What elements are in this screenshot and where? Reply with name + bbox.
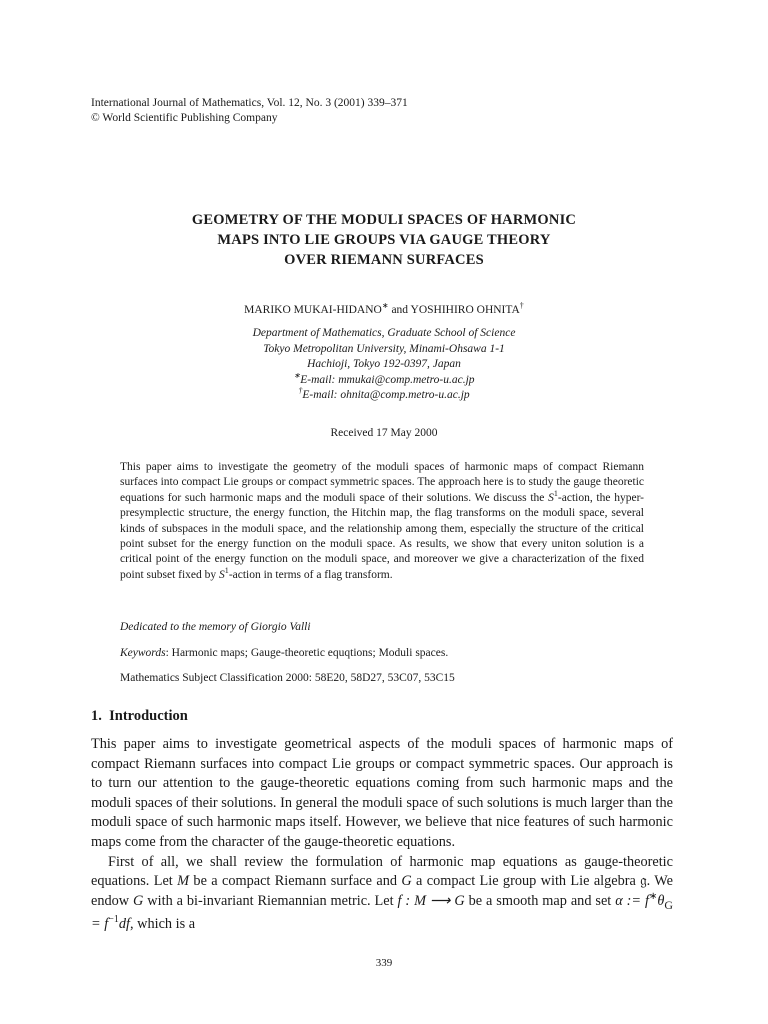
math-symbol: M [177,873,190,890]
email-line [0,370,768,389]
paragraph-text: First of all, we shall review the formulation of harmonic map equations as gauge-theoretic equations. Let [91,853,673,890]
author-name: YOSHIHIRO OHNITA [410,304,520,316]
affiliation-line: Tokyo Metropolitan University, Minami-Ohsawa 1-1 [263,342,505,355]
title-line: GEOMETRY OF THE MODULI SPACES OF HARMONIC [191,212,577,228]
dedication: Dedicated to the memory of Giorgio Valli [120,621,311,633]
affiliation-line: Hachioji, Tokyo 192-0397, Japan [307,358,461,370]
title-line: MAPS INTO LIE GROUPS VIA GAUGE THEORY [217,232,551,248]
footnote-mark: † [519,301,524,311]
footnote-mark: ∗ [381,301,389,311]
email-text: E-mail: mmukai@comp.metro-u.ac.jp [300,373,475,386]
author-name: MARIKO MUKAI-HIDANO [244,304,382,316]
paragraph-text: , which is a [129,916,196,933]
paragraph-text: with a bi-invariant Riemannian metric. Let [143,892,398,909]
body-text [91,735,673,935]
keywords-line [120,647,448,659]
math-superscript: 1 [553,488,558,498]
page-number: 339 [375,957,393,969]
math-formula: f : M ⟶ G [397,892,465,909]
math-symbol: S [219,568,225,581]
author-list [0,301,768,316]
footnote-mark: † [298,386,303,396]
abstract-text: This paper aims to investigate the geometry of the moduli spaces of harmonic maps of compact Riemann surfaces into compact Lie groups or compact symmetric spaces. The approach here is to study the gauge theoretic equations for such harmonic maps and the moduli space of their solutions. We discuss the [120,461,644,504]
section-heading [91,708,188,725]
math-superscript: ∗ [648,890,658,902]
title-line: OVER RIEMANN SURFACES [284,252,484,268]
paragraph-text: a compact Lie group with Lie algebra [411,873,641,890]
subject-classification: Mathematics Subject Classification 2000: 58E20, 58D27, 53C07, 53C15 [120,672,455,684]
paragraph-text: be a smooth map and set [464,892,616,909]
journal-citation: International Journal of Mathematics, Vol. 12, No. 3 (2001) 339–371 [91,97,408,109]
math-formula: θ [657,892,665,909]
footnote-mark: ∗ [293,370,301,380]
paragraph: This paper aims to investigate geometrical aspects of the moduli spaces of harmonic maps of compact Riemann surfaces into compact Lie groups or compact symmetric spaces. Our approach is to turn our attention to the gauge-theoretic equations coming from such harmonic maps and the moduli spaces of their solutions. In general the moduli space of such solutions is much larger than the moduli space of such harmonic maps itself. However, we believe that nice features of such harmonic maps come from the character of the gauge-theoretic equations. [91,736,673,850]
math-symbol: G [401,873,412,890]
math-symbol: G [133,892,144,909]
math-symbol: 𝔤 [640,873,647,890]
abstract-text: -action in terms of a flag transform. [228,568,393,581]
math-symbol: S [548,491,554,504]
publisher-line: © World Scientific Publishing Company [91,112,278,124]
journal-header [91,96,408,126]
paragraph-text: be a compact Riemann surface and [189,873,402,890]
author-conjunction: and [388,304,411,316]
received-date: Received 17 May 2000 [330,427,438,439]
email-text: E-mail: ohnita@comp.metro-u.ac.jp [302,389,470,401]
paragraph [91,853,673,935]
math-formula: α := f [615,892,649,909]
paper-title [0,210,768,270]
keywords-text: : Harmonic maps; Gauge-theoretic equqtions; Moduli spaces. [165,647,449,659]
abstract [120,460,644,583]
affiliation-block [0,326,768,404]
math-formula: df [118,916,130,933]
math-superscript: −1 [108,914,119,926]
abstract-text: -action, the hyper-presymplectic structure, the energy function, the Hitchin map, the flag transforms on the moduli space, several kinds of subspaces in the moduli space, and the relationship among them, especially the structure of the critical point subset for the energy function on the moduli space. As results, we show that every uniton solution is a critical point of the energy function on the moduli space, and moreover we give a characterization of the fixed point subset fixed by [120,491,644,581]
email-line [0,388,768,404]
math-superscript: 1 [224,566,229,576]
section-title: Introduction [109,708,188,724]
section-number: 1. [91,708,102,724]
math-formula: = f [91,916,109,933]
paragraph-text: . We endow [91,873,673,909]
keywords-label: Keywords [120,647,166,659]
affiliation-line: Department of Mathematics, Graduate School of Science [252,327,516,339]
math-subscript: G [664,897,673,912]
